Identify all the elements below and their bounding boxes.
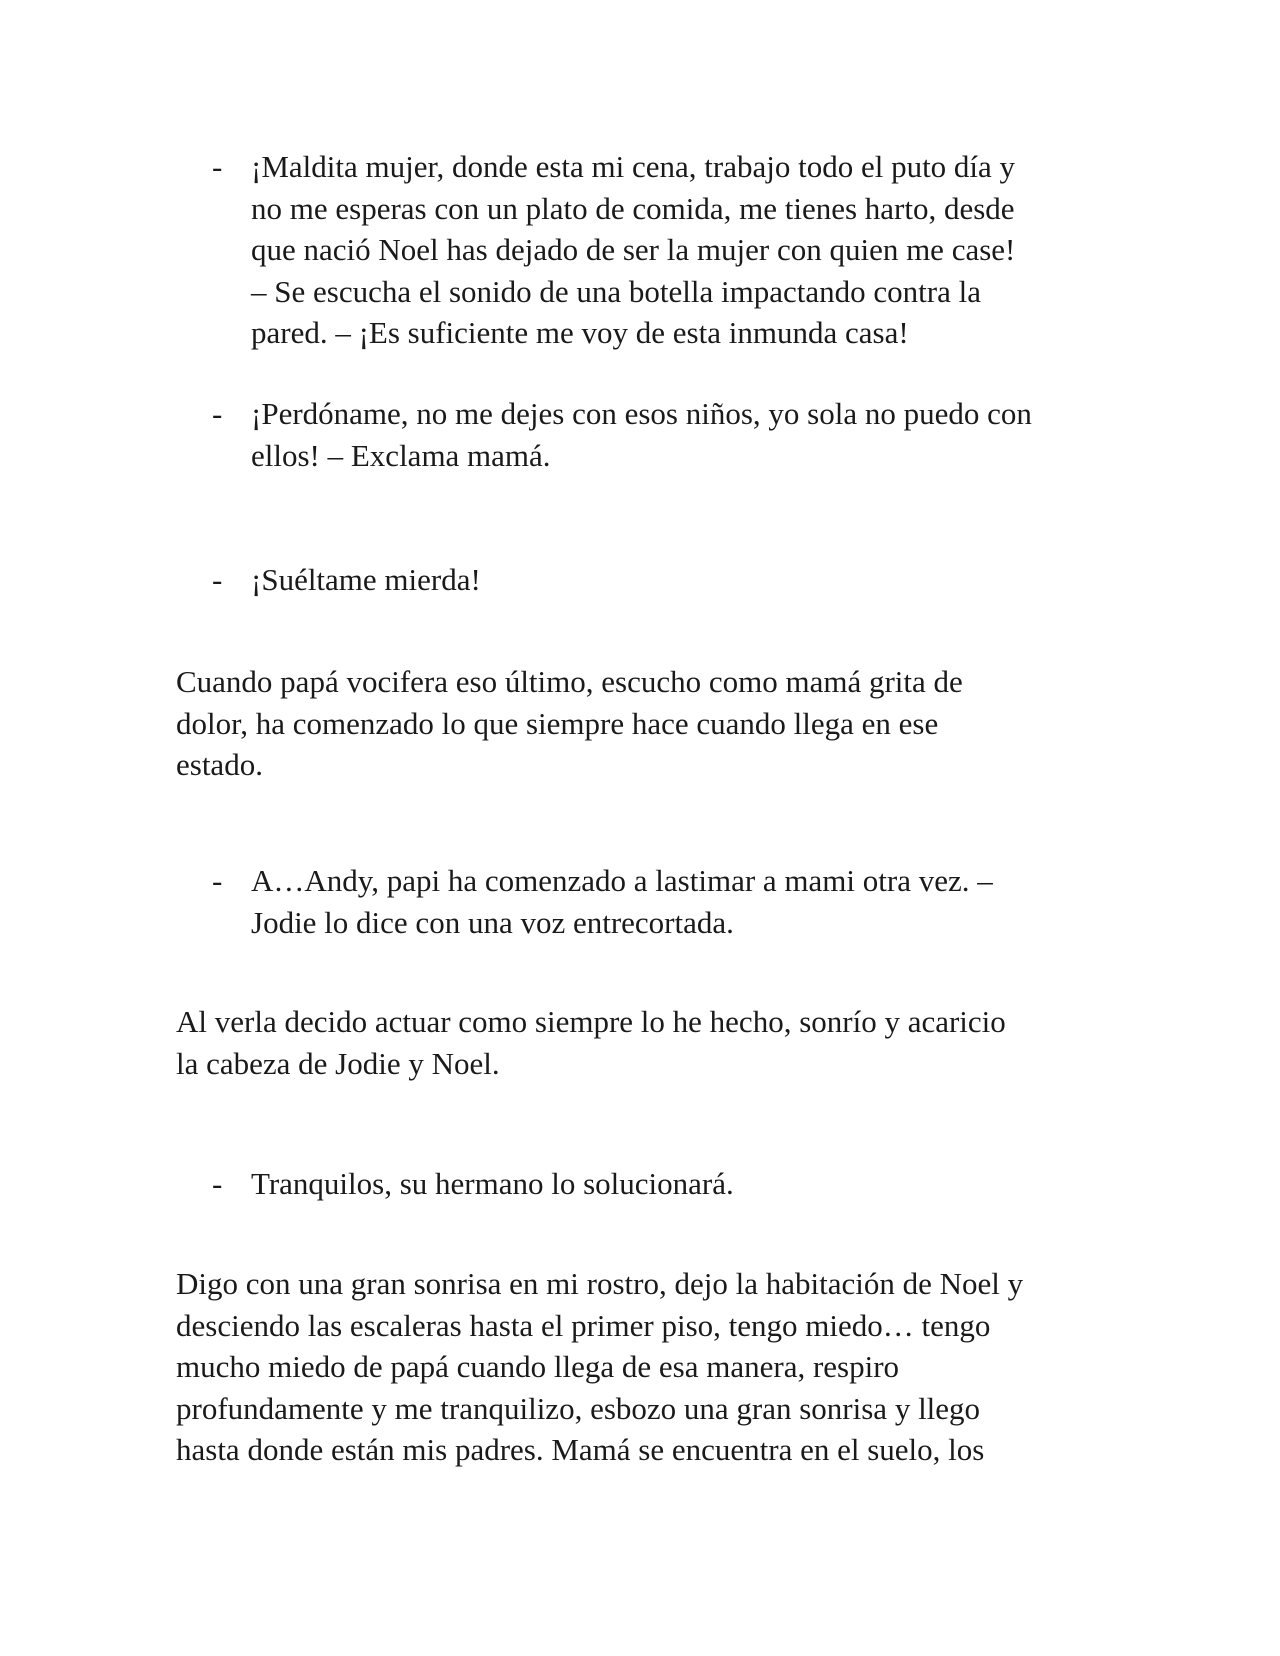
narrative-paragraph [176,1001,1176,1084]
text-line: estado. [176,747,263,782]
dialogue-dash: - [212,149,223,184]
dialogue-item [212,393,1112,476]
text-line: Digo con una gran sonrisa en mi rostro, dejo la habitación de Noel y [176,1266,1024,1301]
dialogue-text [251,1163,1112,1205]
text-line: no me esperas con un plato de comida, me tienes harto, desde [251,190,1015,226]
dialogue-dash: - [212,396,223,431]
narrative-paragraph [176,1263,1176,1471]
dialogue-item [212,1163,1112,1205]
text-line: ellos! – Exclama mamá. [251,437,551,473]
text-line: Jodie lo dice con una voz entrecortada. [251,904,734,940]
text-line: Al verla decido actuar como siempre lo he hecho, sonrío y acaricio [176,1004,1006,1039]
text-line: Cuando papá vocifera eso último, escucho como mamá grita de [176,664,963,699]
text-line: ¡Maldita mujer, donde esta mi cena, trabajo todo el puto día y [251,149,1016,184]
text-line: la cabeza de Jodie y Noel. [176,1045,500,1081]
text-line: que nació Noel has dejado de ser la mujer con quien me case! [251,232,1016,267]
text-line: mucho miedo de papá cuando llega de esa manera, respiro [176,1349,900,1384]
dialogue-dash: - [212,863,223,898]
dialogue-dash: - [212,562,223,597]
dialogue-dash: - [212,1166,223,1201]
text-line: hasta donde están mis padres. Mamá se encuentra en el suelo, los [176,1432,985,1467]
dialogue-text [251,393,1112,476]
text-line: desciendo las escaleras hasta el primer piso, tengo miedo… tengo [176,1307,991,1343]
text-line: – Se escucha el sonido de una botella impactando contra la [251,273,981,309]
dialogue-item [212,146,1112,354]
text-line: dolor, ha comenzado lo que siempre hace cuando llega en ese [176,705,939,741]
text-line: profundamente y me tranquilizo, esbozo una gran sonrisa y llego [176,1390,981,1426]
text-line: pared. – ¡Es suficiente me voy de esta inmunda casa! [251,315,909,350]
text-line: Tranquilos, su hermano lo solucionará. [251,1166,734,1201]
text-line: A…Andy, papi ha comenzado a lastimar a mami otra vez. – [251,863,993,898]
narrative-paragraph [176,661,1176,786]
dialogue-text [251,559,1112,601]
dialogue-text [251,860,1112,943]
text-line: ¡Suéltame mierda! [251,562,481,597]
text-line: ¡Perdóname, no me dejes con esos niños, yo sola no puedo con [251,396,1032,431]
dialogue-item [212,559,1112,601]
dialogue-item [212,860,1112,943]
dialogue-text [251,146,1112,354]
